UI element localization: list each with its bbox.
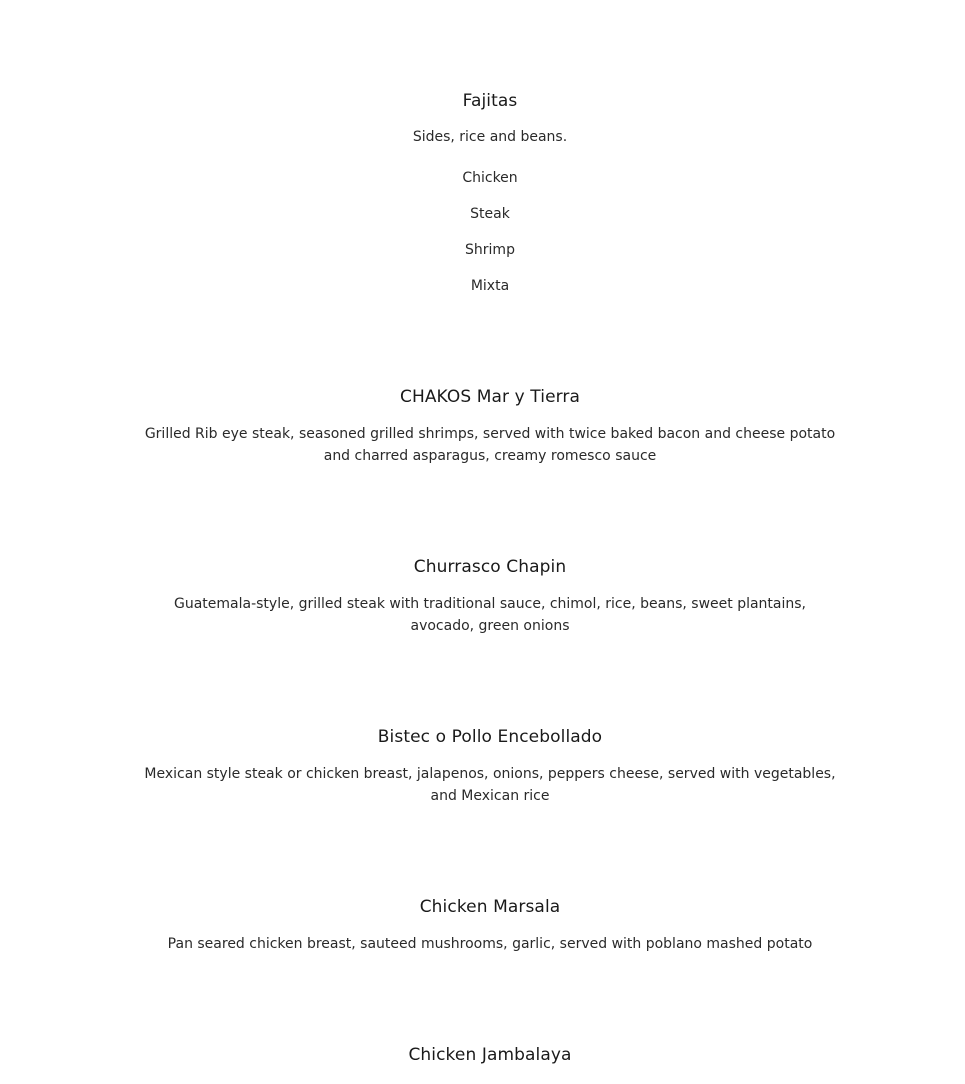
menu-item-jambalaya <box>140 1044 840 1066</box>
menu-item-title: Bistec o Pollo Encebollado <box>377 727 603 747</box>
menu-item-description: Pan seared chicken breast, sauteed mushrooms, garlic, served with poblano mashed potato <box>167 936 813 952</box>
menu-item-description: Sides, rice and beans. <box>412 129 568 145</box>
menu-item-title: Fajitas <box>462 91 518 111</box>
menu-item-title: Chicken Jambalaya <box>408 1045 572 1065</box>
menu-item-churrasco <box>140 556 840 637</box>
fajitas-option-mixta: Mixta <box>470 278 510 294</box>
menu-item-fajitas <box>140 90 840 147</box>
menu-item-title: Churrasco Chapin <box>413 557 567 577</box>
menu-item-title: Chicken Marsala <box>419 897 561 917</box>
menu-item-marsala <box>140 896 840 955</box>
menu-item-description: Guatemala-style, grilled steak with traditional sauce, chimol, rice, beans, sweet plantains, avocado, green onions <box>173 596 807 634</box>
menu-item-description: Mexican style steak or chicken breast, jalapenos, onions, peppers cheese, served with vegetables, and Mexican rice <box>144 766 836 804</box>
menu-item-description: Grilled Rib eye steak, seasoned grilled shrimps, served with twice baked bacon and cheese potato and charred asparagus, creamy romesco sauce <box>144 426 836 464</box>
fajitas-option-steak: Steak <box>470 206 510 222</box>
menu-item-chakos <box>140 386 840 467</box>
menu-item-title: CHAKOS Mar y Tierra <box>399 387 581 407</box>
menu-item-bistec <box>140 726 840 807</box>
fajitas-option-shrimp: Shrimp <box>465 242 515 258</box>
fajitas-option-chicken: Chicken <box>462 170 518 186</box>
